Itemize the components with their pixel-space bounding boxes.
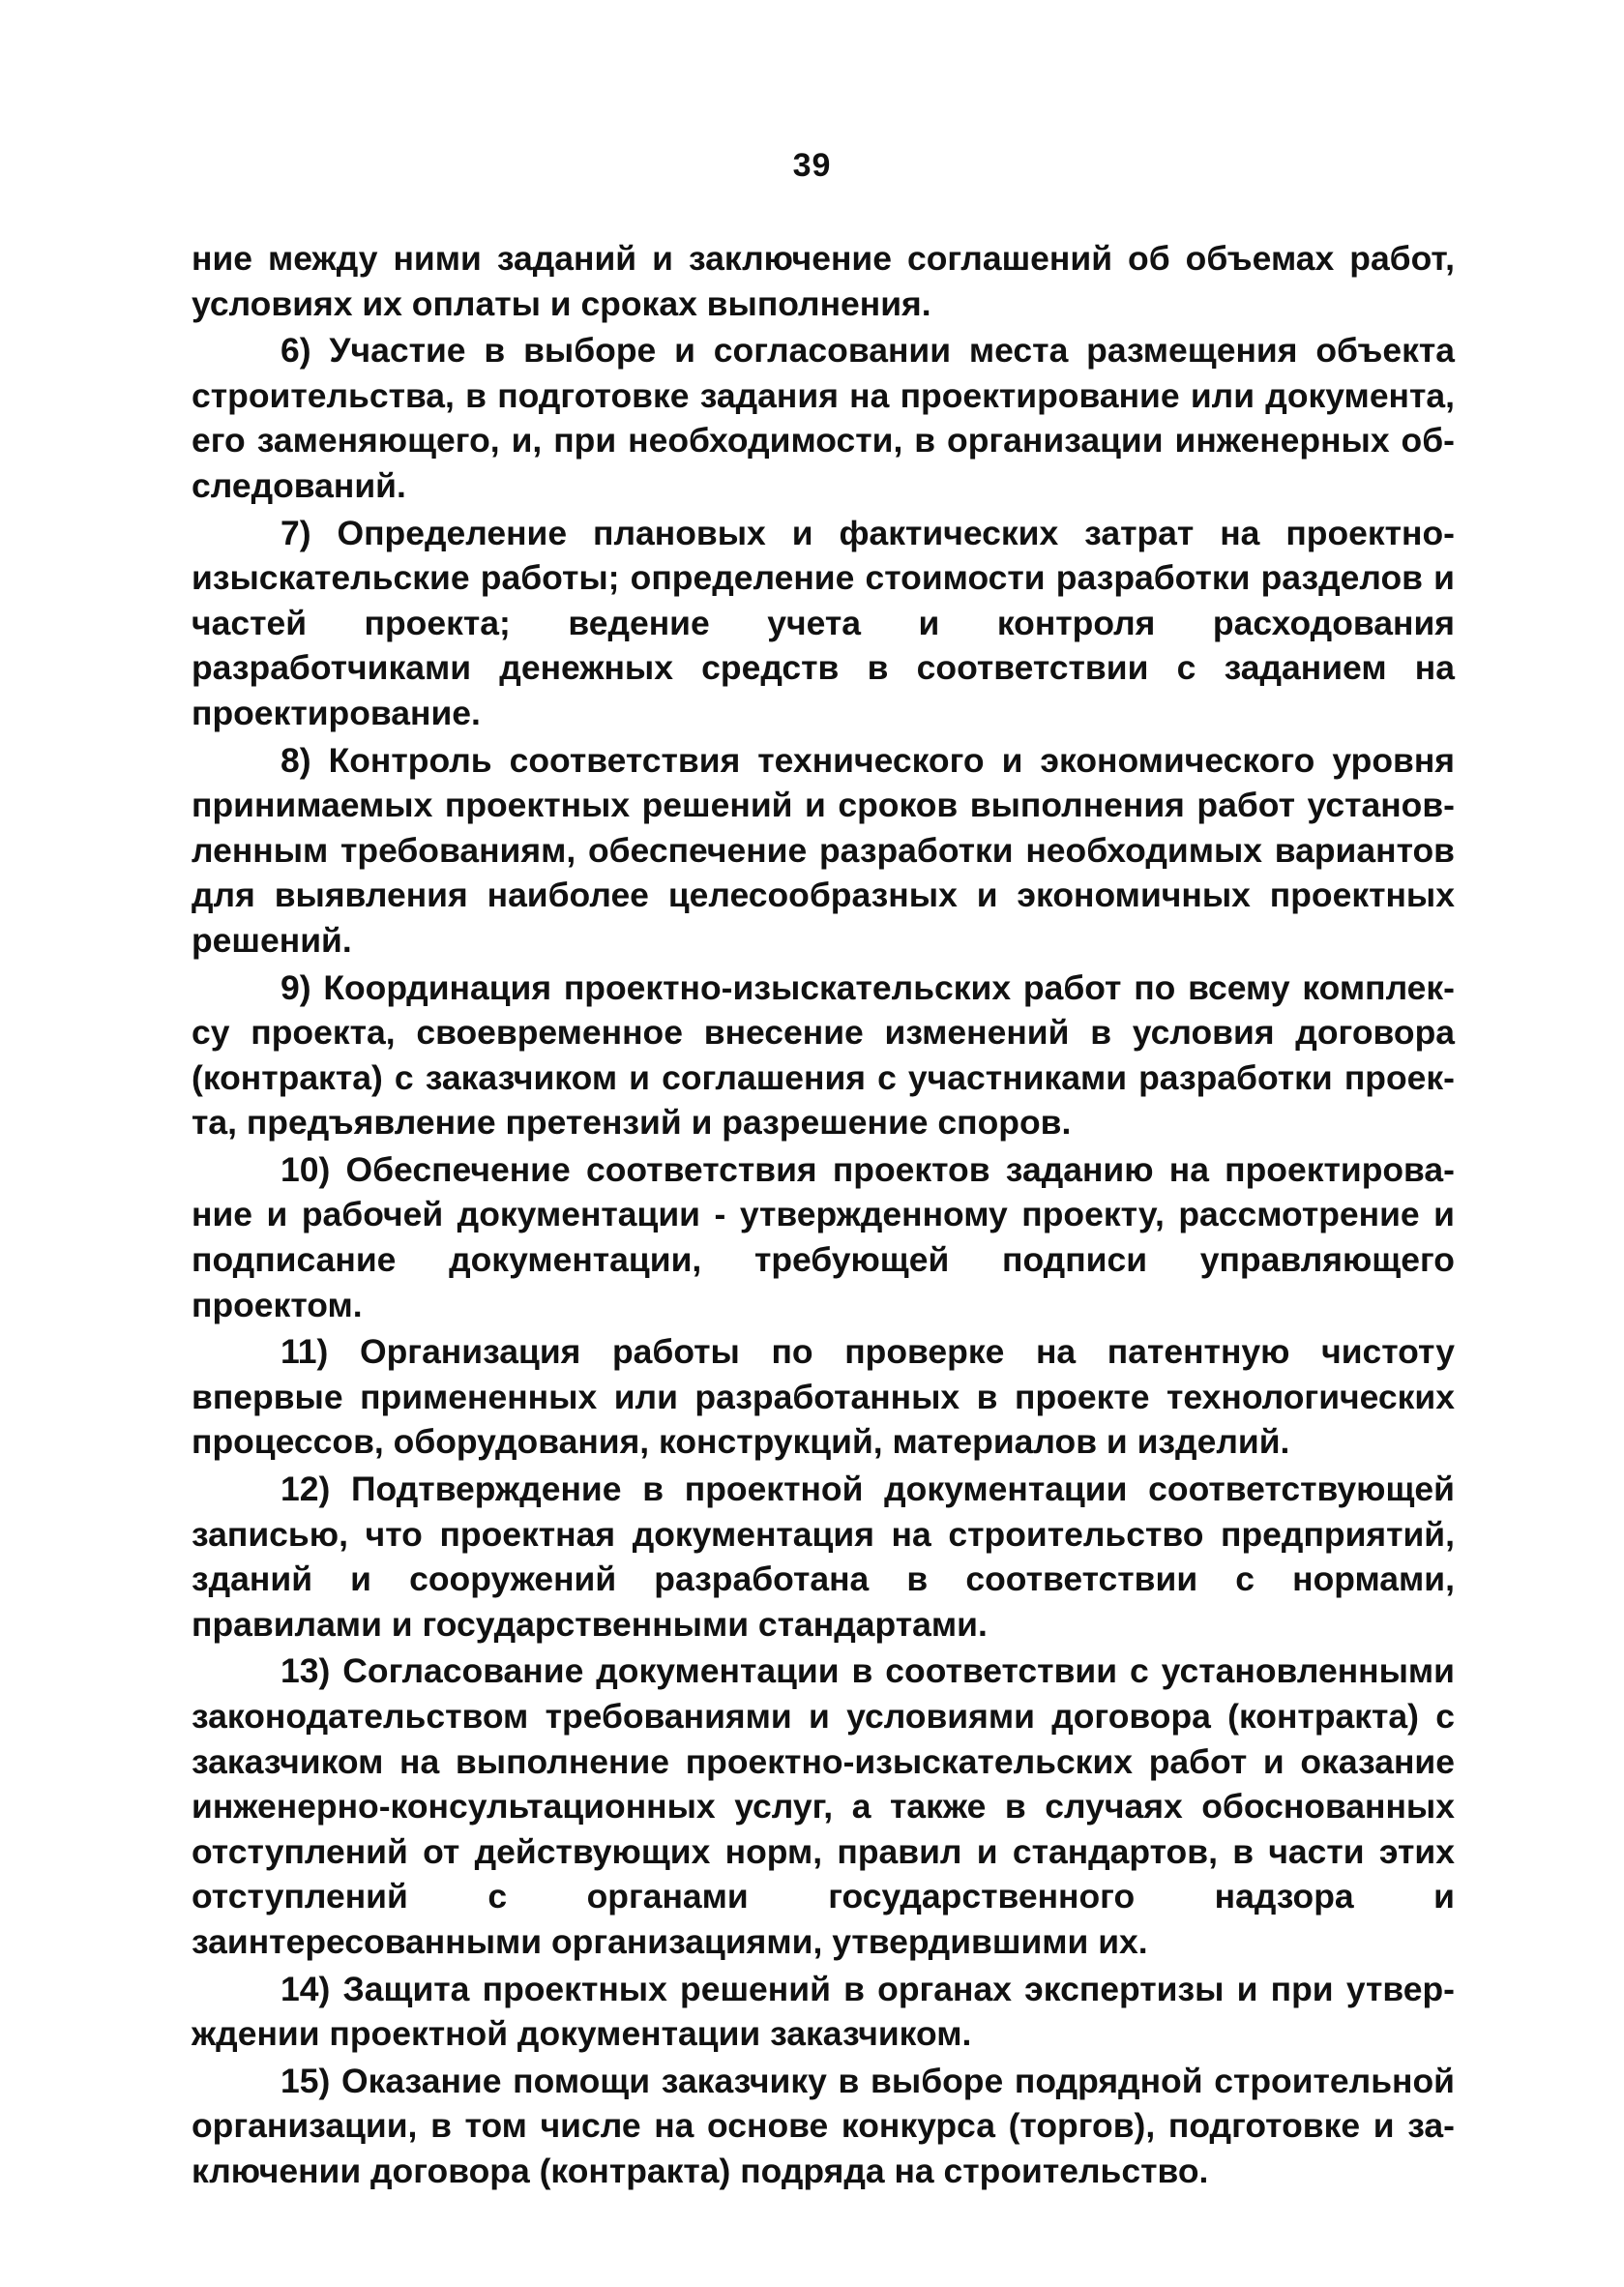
- paragraph-item-11: 11) Организация работы по проверке на патентную чистоту впервые примененных или разработанных в проекте технологических процессов, оборудования, конструкций, материалов и изделий.: [192, 1332, 1455, 1462]
- paragraph-item-8: 8) Контроль соответствия технического и экономического уровня принимаемых проектных решений и сроков выполнения работ установленным требованиям, обеспечение разработки необходимых вариантов для выявления наиболее целесообразных и экономичных проектных решений.: [192, 740, 1455, 960]
- paragraph-item-13: 13) Согласование документации в соответствии с установленными законодательством требованиями и условиями договора (контракта) с заказчиком на выполнение проектно-изыскательских работ и оказание инженерно-консультационных услуг, а также в случаях обоснованных отступлений от действующих норм, правил и стандартов, в части этих отступлений с органами государственного надзора и заинтересованными организациями, утвердившими их.: [192, 1651, 1455, 1961]
- paragraph-item-7: 7) Определение плановых и фактических затрат на проектно-изыскательские работы; определение стоимости разработки разделов и частей проекта; ведение учета и контроля расходования разработчиками денежных средств в соответствии с заданием на проектирование.: [192, 513, 1455, 732]
- paragraph-item-12: 12) Подтверждение в проектной документации соответствующей записью, что проектная документация на строительство предприятий, зданий и сооружений разработана в соответствии с нормами, правилами и государственными стандартами.: [192, 1470, 1455, 1644]
- body-text: [192, 236, 1455, 2196]
- paragraph-item-6: 6) Участие в выборе и согласовании места размещения объекта строительства, в подготовке задания на проектирование или документа, его заменяющего, и, при необходимости, в организации инженерных обследований.: [192, 331, 1455, 505]
- page-number: 39: [792, 147, 832, 184]
- paragraph-item-14: 14) Защита проектных решений в органах экспертизы и при утверждении проектной документации заказчиком.: [192, 1969, 1455, 2054]
- paragraph-continuation: ние между ними заданий и заключение соглашений об объемах работ, условиях их оплаты и сроках выполнения.: [192, 239, 1455, 323]
- paragraph-item-9: 9) Координация проектно-изыскательских работ по всему комплексу проекта, своевременное внесение изменений в условия договора (контракта) с заказчиком и соглашения с участниками разработки проекта, предъявление претензий и разрешение споров.: [192, 967, 1455, 1143]
- paragraph-item-10: 10) Обеспечение соответствия проектов заданию на проектирование и рабочей документации - утвержденному проекту, рассмотрение и подписание документации, требующей подписи управляющего проектом.: [192, 1149, 1455, 1324]
- paragraph-item-15: 15) Оказание помощи заказчику в выборе подрядной строительной организации, в том числе на основе конкурса (торгов), подготовке и заключении договора (контракта) подряда на строительство.: [192, 2061, 1455, 2190]
